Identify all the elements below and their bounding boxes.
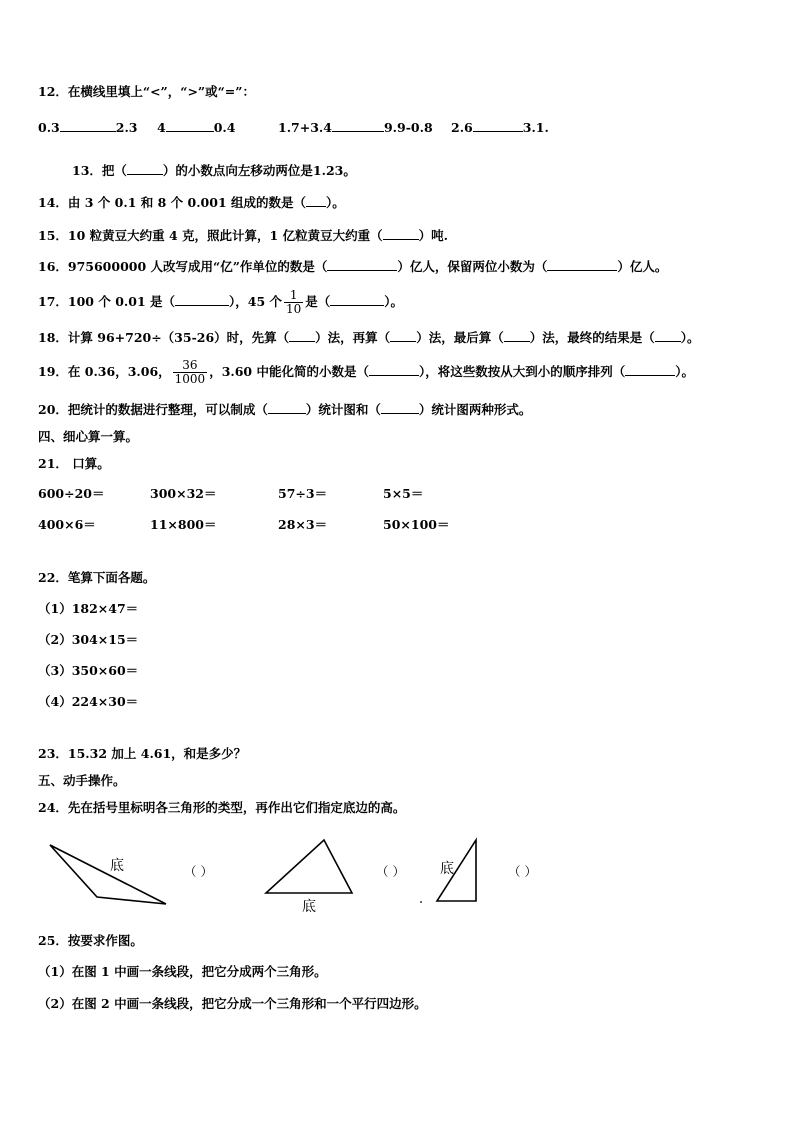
stray-dot xyxy=(420,901,422,903)
q12-item-4-b: 3.1. xyxy=(522,120,549,135)
q15-pre: 15．10 粒黄豆大约重 4 克，照此计算，1 亿粒黄豆大约重（ xyxy=(38,228,383,243)
triangle-2-base-label: 底 xyxy=(302,899,316,915)
q12-item-1-b: 2.3 xyxy=(115,120,138,135)
q19-mid2: ），将这些数按从大到小的顺序排列（ xyxy=(418,364,626,379)
q20-pre: 20．把统计的数据进行整理，可以制成（ xyxy=(38,402,268,417)
q18-t3: ）法，最后算（ xyxy=(416,330,504,345)
q16-pre: 16．975600000 人改写成用“亿”作单位的数是（ xyxy=(38,259,328,274)
q21-r2-c1: 400×6＝ xyxy=(38,517,96,532)
q18-t5: ）。 xyxy=(680,330,700,345)
q14 xyxy=(38,195,345,211)
q13 xyxy=(72,163,356,179)
q16-blank-1[interactable] xyxy=(327,259,397,271)
section-4-heading: 四、细心算一算。 xyxy=(38,429,139,444)
q16 xyxy=(38,259,667,275)
q25-title: 25．按要求作图。 xyxy=(38,933,143,948)
q19-fraction xyxy=(173,359,208,386)
q12-item-2-a: 4 xyxy=(157,120,166,135)
q12-blank-4[interactable] xyxy=(473,120,523,132)
q15-blank[interactable] xyxy=(383,228,419,240)
q21-title: 21． 口算。 xyxy=(38,456,110,471)
q17-mid2: 是（ xyxy=(305,294,331,309)
q14-pre: 14．由 3 个 0.1 和 8 个 0.001 组成的数是（ xyxy=(38,195,306,210)
q25-item-2: （2）在图 2 中画一条线段，把它分成一个三角形和一个平行四边形。 xyxy=(38,996,427,1011)
q17-pre: 17．100 个 0.01 是（ xyxy=(38,294,175,309)
q13-pre: 13．把（ xyxy=(72,163,127,178)
q17-fraction xyxy=(284,289,303,316)
q16-mid: ）亿人，保留两位小数为（ xyxy=(397,259,548,274)
q24-title: 24．先在括号里标明各三角形的类型，再作出它们指定底边的高。 xyxy=(38,800,406,815)
q18-blank-4[interactable] xyxy=(655,330,681,342)
q21-r2-c2: 11×800＝ xyxy=(150,517,217,532)
q12-title: 12．在横线里填上“<”，“>”或“=”： xyxy=(38,84,255,99)
q14-blank[interactable] xyxy=(306,195,326,207)
q17-mid: ），45 个 xyxy=(229,294,282,309)
q18-t2: ）法，再算（ xyxy=(315,330,391,345)
q22-title: 22．笔算下面各题。 xyxy=(38,570,156,585)
q21-r1-c1: 600÷20＝ xyxy=(38,486,105,501)
q21-r1-c3: 57÷3＝ xyxy=(278,486,328,501)
q19-pre: 19．在 0.36，3.06， xyxy=(38,364,171,379)
q20 xyxy=(38,402,531,418)
triangle-2-answer-paren[interactable]: （ ） xyxy=(376,864,405,879)
q21-r1-c2: 300×32＝ xyxy=(150,486,217,501)
triangle-3-base-label: 底 xyxy=(440,861,454,877)
q12-blank-1[interactable] xyxy=(60,120,116,132)
q13-blank[interactable] xyxy=(127,163,163,175)
q19-frac-num: 36 xyxy=(173,359,208,373)
q20-post: ）统计图两种形式。 xyxy=(418,402,532,417)
q12-item-4 xyxy=(451,120,549,136)
triangle-2-acute[interactable] xyxy=(266,840,352,893)
q16-blank-2[interactable] xyxy=(547,259,617,271)
q24-triangles xyxy=(0,830,794,930)
q18-blank-2[interactable] xyxy=(390,330,416,342)
q21-r2-c3: 28×3＝ xyxy=(278,517,328,532)
q12-item-3-b: 9.9-0.8 xyxy=(383,120,433,135)
triangle-1-base-label: 底 xyxy=(110,858,124,874)
q20-blank-2[interactable] xyxy=(381,402,419,414)
section-5-heading: 五、动手操作。 xyxy=(38,773,126,788)
q12-item-2-b: 0.4 xyxy=(213,120,236,135)
q22-item-1: （1）182×47＝ xyxy=(38,601,139,616)
triangle-1-obtuse[interactable] xyxy=(50,845,166,904)
q18-blank-1[interactable] xyxy=(289,330,315,342)
q17-blank-2[interactable] xyxy=(330,294,384,306)
q15-post: ）吨. xyxy=(418,228,448,243)
q21-r1-c4: 5×5＝ xyxy=(383,486,424,501)
q12-compare-row xyxy=(38,120,138,136)
q19-frac-den: 1000 xyxy=(174,372,206,386)
q19-blank-1[interactable] xyxy=(369,364,419,376)
q16-post: ）亿人。 xyxy=(617,259,668,274)
q12-item-4-a: 2.6 xyxy=(451,120,473,135)
q12-item-1-a: 0.3 xyxy=(38,120,60,135)
q18 xyxy=(38,330,699,346)
q20-blank-1[interactable] xyxy=(268,402,306,414)
q22-item-4: （4）224×30＝ xyxy=(38,694,139,709)
q13-post: ）的小数点向左移动两位是1.23。 xyxy=(162,163,356,178)
q14-post: ）。 xyxy=(326,195,345,210)
q22-item-2: （2）304×15＝ xyxy=(38,632,139,647)
q19 xyxy=(38,353,694,391)
q19-mid: ，3.60 中能化简的小数是（ xyxy=(209,364,369,379)
q12-item-3 xyxy=(278,120,433,136)
q19-blank-2[interactable] xyxy=(625,364,675,376)
q22-item-3: （3）350×60＝ xyxy=(38,663,139,678)
q25-item-1: （1）在图 1 中画一条线段，把它分成两个三角形。 xyxy=(38,964,327,979)
q15 xyxy=(38,228,448,244)
q18-t4: ）法，最终的结果是（ xyxy=(529,330,655,345)
q12-blank-2[interactable] xyxy=(166,120,214,132)
q20-mid: ）统计图和（ xyxy=(305,402,381,417)
q17-frac-num: 1 xyxy=(284,289,303,303)
q21-r2-c4: 50×100＝ xyxy=(383,517,450,532)
q12-blank-3[interactable] xyxy=(332,120,384,132)
triangle-1-answer-paren[interactable]: （ ） xyxy=(184,864,213,879)
q12-item-2 xyxy=(157,120,235,136)
q18-t1: 18．计算 96+720÷（35-26）时，先算（ xyxy=(38,330,290,345)
q17-blank-1[interactable] xyxy=(175,294,229,306)
triangle-3-answer-paren[interactable]: （ ） xyxy=(508,864,537,879)
q17 xyxy=(38,287,403,317)
q12-item-3-a: 1.7+3.4 xyxy=(278,120,332,135)
q17-frac-den: 10 xyxy=(286,302,302,316)
q17-post: ）。 xyxy=(384,294,404,309)
q18-blank-3[interactable] xyxy=(504,330,530,342)
q19-post: ）。 xyxy=(675,364,695,379)
q23: 23．15.32 加上 4.61，和是多少？ xyxy=(38,746,247,761)
